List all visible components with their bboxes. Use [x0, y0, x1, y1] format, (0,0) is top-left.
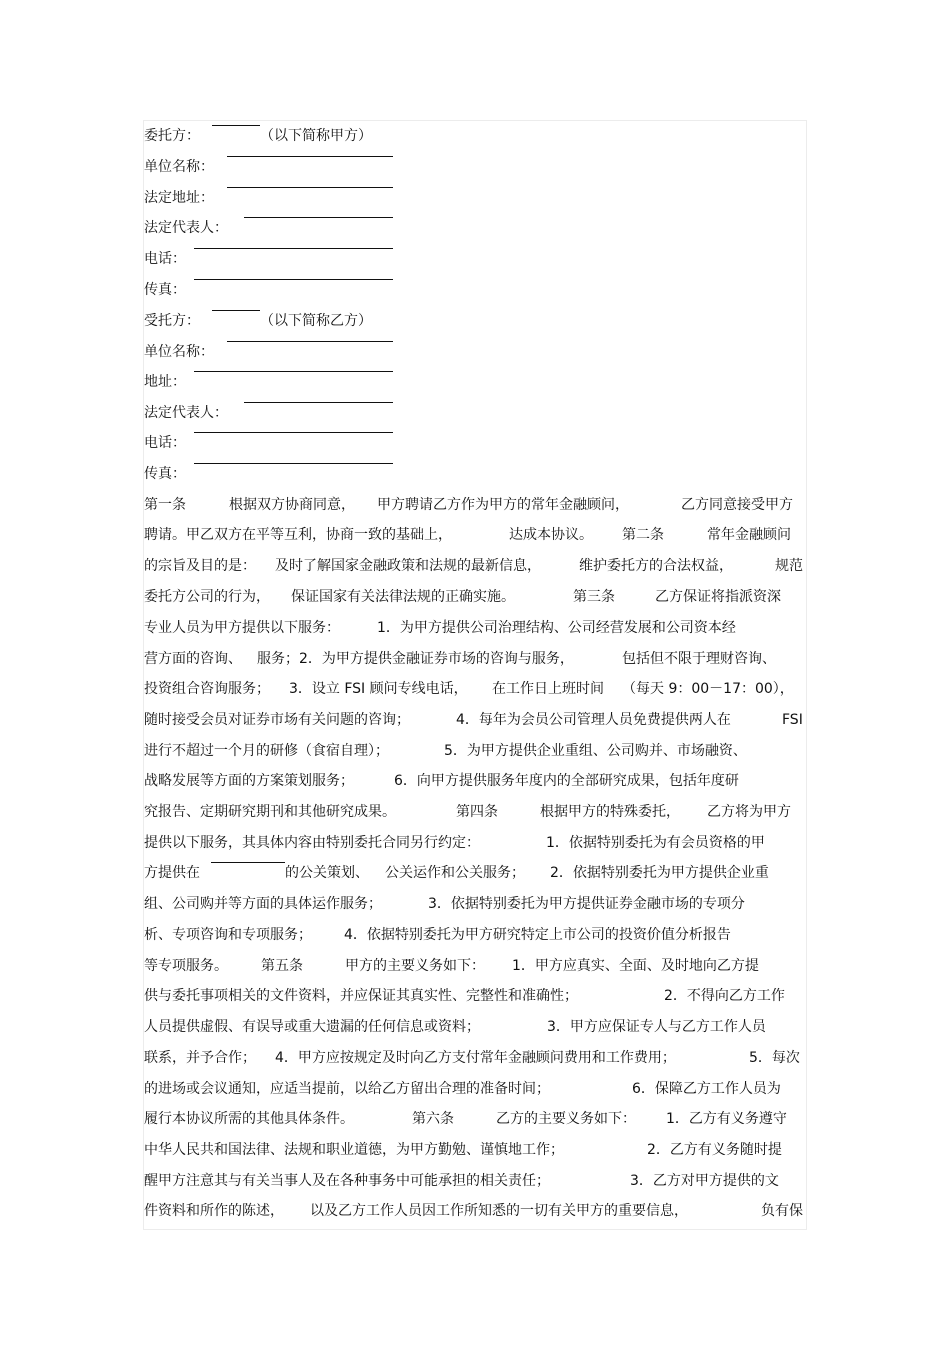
client-fax-row [144, 279, 809, 301]
trustee-phone-label: 电话： [144, 435, 186, 451]
body-text: 根据双方协商同意， [229, 497, 355, 513]
client-rep-label: 法定代表人： [144, 220, 228, 236]
body-line [144, 709, 809, 731]
body-text: 究报告、定期研究期刊和其他研究成果。 [144, 804, 396, 820]
body-line [144, 1078, 809, 1100]
body-line [144, 494, 809, 516]
client-phone-label: 电话： [144, 251, 186, 267]
client-blank [212, 125, 260, 126]
body-line [144, 955, 809, 977]
body-text: 1．依据特别委托为有会员资格的甲 [546, 835, 765, 851]
body-line [144, 924, 809, 946]
body-text: 3．设立 FSI 顾问专线电话， [289, 681, 468, 697]
body-text: 4．甲方应按规定及时向乙方支付常年金融顾问费用和工作费用； [275, 1050, 676, 1066]
body-text: 以及乙方工作人员因工作所知悉的一切有关甲方的重要信息， [310, 1203, 688, 1219]
body-text: 保证国家有关法律法规的正确实施。 [291, 589, 515, 605]
body-text: 4．依据特别委托为甲方研究特定上市公司的投资价值分析报告 [344, 927, 731, 943]
trustee-row [144, 310, 809, 332]
body-text: 专业人员为甲方提供以下服务： [144, 620, 340, 636]
body-text: 根据甲方的特殊委托， [540, 804, 680, 820]
client-unit-blank [227, 156, 393, 157]
body-text: 营方面的咨询、 [144, 651, 242, 667]
body-text: （每天 9：00－17：00）， [622, 681, 794, 697]
trustee-rep-blank [244, 402, 393, 403]
body-text: 人员提供虚假、有误导或重大遗漏的任何信息或资料； [144, 1019, 480, 1035]
client-rep-blank [244, 217, 393, 218]
body-text: 联系，并予合作； [144, 1050, 256, 1066]
body-text: 的进场或会议通知，应适当提前，以给乙方留出合理的准备时间； [144, 1081, 550, 1097]
body-line [144, 862, 809, 884]
body-text: 战略发展等方面的方案策划服务； [144, 773, 354, 789]
body-text: 乙方同意接受甲方 [681, 497, 793, 513]
body-text: 履行本协议所需的其他具体条件。 [144, 1111, 354, 1127]
body-text: 2．不得向乙方工作 [664, 988, 785, 1004]
body-text: 甲方的主要义务如下： [345, 958, 485, 974]
body-text: 醒甲方注意其与有关当事人及在各种事务中可能承担的相关责任； [144, 1173, 550, 1189]
body-text: 1．为甲方提供公司治理结构、公司经营发展和公司资本经 [377, 620, 736, 636]
body-text: 件资料和所作的陈述， [144, 1203, 284, 1219]
client-unit-row [144, 156, 809, 178]
body-line [144, 678, 809, 700]
body-line [144, 1108, 809, 1130]
client-note: （以下简称甲方） [260, 128, 372, 144]
body-text: 的宗旨及目的是： [144, 558, 256, 574]
body-text: 6．保障乙方工作人员为 [632, 1081, 781, 1097]
body-line [144, 648, 809, 670]
body-line [144, 1170, 809, 1192]
body-line [144, 1047, 809, 1069]
body-line [144, 555, 809, 577]
body-text: 第二条 [622, 527, 664, 543]
body-text: 析、专项咨询和专项服务； [144, 927, 312, 943]
body-text: 提供以下服务，其具体内容由特别委托合同另行约定： [144, 835, 480, 851]
body-text: 中华人民共和国法律、法规和职业道德，为甲方勤勉、谨慎地工作； [144, 1142, 564, 1158]
body-line [144, 740, 809, 762]
body-line [144, 524, 809, 546]
client-row [144, 125, 809, 147]
client-address-label: 法定地址： [144, 190, 214, 206]
client-label: 委托方： [144, 128, 200, 144]
body-text: 规范 [775, 558, 803, 574]
body-line [144, 893, 809, 915]
body-text: 随时接受会员对证券市场有关问题的咨询； [144, 712, 410, 728]
body-text: 包括但不限于理财咨询、 [622, 651, 776, 667]
body-text: 第五条 [261, 958, 303, 974]
body-text: 投资组合咨询服务； [144, 681, 270, 697]
body-text: 聘请。甲乙双方在平等互利，协商一致的基础上， [144, 527, 452, 543]
body-text: 3．乙方对甲方提供的文 [630, 1173, 779, 1189]
trustee-fax-blank [194, 463, 393, 464]
client-rep-row [144, 217, 809, 239]
client-address-blank [227, 187, 393, 188]
trustee-address-blank [194, 371, 393, 372]
trustee-unit-blank [227, 341, 393, 342]
trustee-note: （以下简称乙方） [260, 313, 372, 329]
body-text: 常年金融顾问 [707, 527, 791, 543]
trustee-fax-label: 传真： [144, 466, 186, 482]
body-text: 4．每年为会员公司管理人员免费提供两人在 [456, 712, 731, 728]
body-text: 乙方保证将指派资深 [655, 589, 781, 605]
trustee-unit-row [144, 341, 809, 363]
body-text: 3．依据特别委托为甲方提供证券金融市场的专项分 [428, 896, 745, 912]
body-text: 供与委托事项相关的文件资料，并应保证其真实性、完整性和准确性； [144, 988, 578, 1004]
body-text: 达成本协议。 [509, 527, 593, 543]
body-line [144, 985, 809, 1007]
client-phone-blank [194, 248, 393, 249]
body-text: 等专项服务。 [144, 958, 228, 974]
body-text: 方提供在 [144, 865, 200, 881]
body-text: 第三条 [573, 589, 615, 605]
body-text: 组、公司购并等方面的具体运作服务； [144, 896, 382, 912]
body-line [144, 586, 809, 608]
body-text: 6．向甲方提供服务年度内的全部研究成果，包括年度研 [394, 773, 739, 789]
body-text: 第四条 [456, 804, 498, 820]
client-fax-blank [194, 279, 393, 280]
body-text: 的公关策划、 [285, 865, 369, 881]
body-text: 负有保 [761, 1203, 803, 1219]
fill-in-blank [211, 862, 285, 863]
body-line [144, 770, 809, 792]
body-text: 2．乙方有义务随时提 [647, 1142, 782, 1158]
body-line [144, 1200, 809, 1222]
body-text: 第六条 [412, 1111, 454, 1127]
client-address-row [144, 187, 809, 209]
trustee-rep-label: 法定代表人： [144, 405, 228, 421]
body-text: 3．甲方应保证专人与乙方工作人员 [547, 1019, 766, 1035]
body-text: 服务；2．为甲方提供金融证券市场的咨询与服务， [257, 651, 574, 667]
body-line [144, 1139, 809, 1161]
body-text: 乙方的主要义务如下： [496, 1111, 636, 1127]
body-text: 公关运作和公关服务； [385, 865, 525, 881]
client-unit-label: 单位名称： [144, 159, 214, 175]
body-line [144, 617, 809, 639]
trustee-label: 受托方： [144, 313, 200, 329]
body-text: FSI [782, 712, 803, 728]
body-line [144, 1016, 809, 1038]
trustee-fax-row [144, 463, 809, 485]
body-line [144, 801, 809, 823]
trustee-blank [212, 310, 260, 311]
client-phone-row [144, 248, 809, 270]
body-text: 在工作日上班时间 [492, 681, 604, 697]
body-text: 5．每次 [749, 1050, 800, 1066]
body-line [144, 832, 809, 854]
body-text: 委托方公司的行为， [144, 589, 270, 605]
trustee-phone-blank [194, 432, 393, 433]
body-text: 1．乙方有义务遵守 [666, 1111, 787, 1127]
trustee-address-row [144, 371, 809, 393]
client-fax-label: 传真： [144, 282, 186, 298]
body-text: 1．甲方应真实、全面、及时地向乙方提 [512, 958, 759, 974]
body-text: 及时了解国家金融政策和法规的最新信息， [275, 558, 541, 574]
trustee-rep-row [144, 402, 809, 424]
body-text: 甲方聘请乙方作为甲方的常年金融顾问， [377, 497, 629, 513]
trustee-address-label: 地址： [144, 374, 186, 390]
trustee-phone-row [144, 432, 809, 454]
body-text: 进行不超过一个月的研修（食宿自理）； [144, 743, 389, 759]
body-text: 乙方将为甲方 [707, 804, 791, 820]
body-text: 维护委托方的合法权益， [579, 558, 733, 574]
body-text: 5．为甲方提供企业重组、公司购并、市场融资、 [444, 743, 747, 759]
body-text: 第一条 [144, 497, 186, 513]
trustee-unit-label: 单位名称： [144, 344, 214, 360]
body-text: 2．依据特别委托为甲方提供企业重 [550, 865, 769, 881]
